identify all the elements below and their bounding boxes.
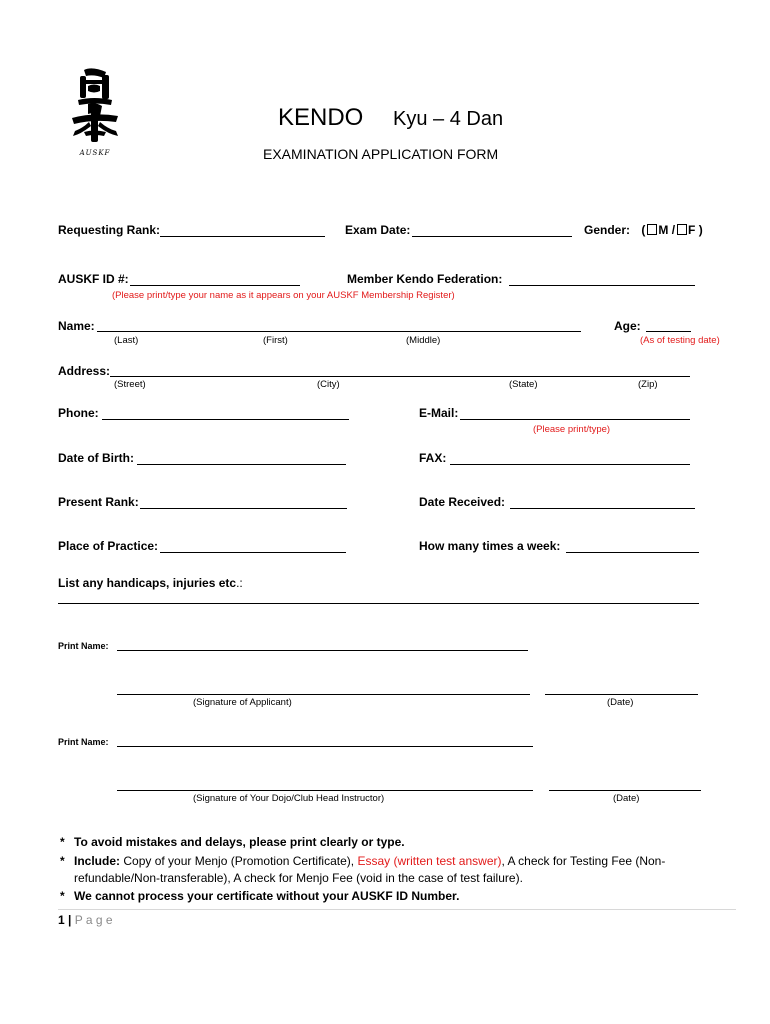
dob-field[interactable]: [137, 464, 346, 465]
member-federation-field[interactable]: [509, 285, 695, 286]
print-name-label-1: Print Name:: [58, 641, 109, 651]
note-3: We cannot process your certificate without your AUSKF ID Number.: [74, 889, 460, 903]
instructor-date-caption: (Date): [613, 793, 640, 804]
title-kendo: KENDO: [278, 104, 364, 131]
form-title: EXAMINATION APPLICATION FORM: [263, 146, 499, 162]
requesting-rank-field[interactable]: [160, 236, 325, 237]
note-2-part-b: , A check for Testing Fee (Non-: [501, 854, 666, 868]
gender-m-label: M: [658, 223, 669, 237]
gender-f-label: F: [688, 223, 696, 237]
note-2-continuation: refundable/Non-transferable), A check for Menjo Fee (void in the case of test failure).: [74, 871, 523, 885]
page-subtitle: Kyu – 4 Dan: [393, 108, 504, 130]
applicant-signature-caption: (Signature of Applicant): [193, 697, 292, 708]
name-middle-caption: (Middle): [406, 335, 441, 346]
print-name-label-2: Print Name:: [58, 737, 109, 747]
instructor-signature-caption: (Signature of Your Dojo/Club Head Instructor): [193, 793, 385, 804]
note-bullet-3: *: [60, 889, 65, 903]
place-of-practice-field[interactable]: [160, 552, 346, 553]
name-first-caption: (First): [263, 335, 288, 346]
name-field[interactable]: [97, 331, 581, 332]
gender-paren-open: (: [641, 223, 646, 237]
date-received-field[interactable]: [510, 508, 695, 509]
note-2-essay: Essay (written test answer): [357, 854, 502, 868]
name-instruction: (Please print/type your name as it appears on your AUSKF Membership Register): [112, 290, 455, 301]
name-last-caption: (Last): [114, 335, 139, 346]
note-bullet-1: *: [60, 835, 65, 849]
address-field[interactable]: [110, 376, 690, 377]
print-name-field-2[interactable]: [117, 746, 533, 747]
times-week-field[interactable]: [566, 552, 699, 553]
page-label: P a g e: [74, 913, 113, 927]
present-rank-label: Present Rank:: [58, 495, 139, 509]
age-field[interactable]: [646, 331, 691, 332]
handicaps-label-text: List any handicaps, injuries etc: [58, 576, 237, 590]
phone-field[interactable]: [102, 419, 349, 420]
note-bullet-2: *: [60, 854, 65, 868]
auskf-id-label: AUSKF ID #:: [58, 272, 129, 286]
applicant-signature-field[interactable]: [117, 694, 530, 695]
footer-divider: [58, 909, 736, 910]
age-label: Age:: [614, 319, 641, 333]
gender-paren-close: ): [698, 223, 703, 237]
instructor-date-field[interactable]: [549, 790, 701, 791]
fax-field[interactable]: [450, 464, 690, 465]
gender-label: Gender:: [584, 223, 631, 237]
applicant-date-caption: (Date): [607, 697, 634, 708]
handicaps-label-punct: .:: [236, 576, 243, 590]
age-note: (As of testing date): [640, 335, 720, 346]
note-2-part-a: Copy of your Menjo (Promotion Certificate),: [120, 854, 358, 868]
present-rank-field[interactable]: [140, 508, 347, 509]
note-2: [74, 853, 665, 870]
fax-label: FAX:: [419, 451, 447, 465]
logo-caption: AUSKF: [79, 149, 111, 157]
auskf-logo: [66, 66, 124, 158]
name-label: Name:: [58, 319, 95, 333]
exam-date-label: Exam Date:: [345, 223, 411, 237]
address-state-caption: (State): [509, 379, 538, 390]
exam-date-field[interactable]: [412, 236, 572, 237]
gender-sep: /: [671, 223, 676, 237]
date-received-label: Date Received:: [419, 495, 506, 509]
page-footer: [58, 913, 113, 927]
email-note: (Please print/type): [533, 424, 611, 435]
gender-m-checkbox[interactable]: [647, 224, 657, 235]
note-1: To avoid mistakes and delays, please print clearly or type.: [74, 835, 405, 849]
phone-label: Phone:: [58, 406, 99, 420]
address-label: Address:: [58, 364, 111, 378]
handicaps-label: [58, 576, 243, 590]
address-zip-caption: (Zip): [638, 379, 658, 390]
applicant-date-field[interactable]: [545, 694, 698, 695]
page-separator: |: [68, 913, 72, 927]
requesting-rank-label: Requesting Rank:: [58, 223, 161, 237]
auskf-id-field[interactable]: [130, 285, 300, 286]
times-week-label: How many times a week:: [419, 539, 561, 553]
page-title: [278, 104, 363, 132]
address-city-caption: (City): [317, 379, 340, 390]
gender-group: [584, 223, 703, 237]
dob-label: Date of Birth:: [58, 451, 134, 465]
page-number: 1: [58, 913, 65, 927]
address-street-caption: (Street): [114, 379, 146, 390]
email-label: E-Mail:: [419, 406, 459, 420]
email-field[interactable]: [460, 419, 690, 420]
note-2-include: Include:: [74, 854, 121, 868]
print-name-field-1[interactable]: [117, 650, 528, 651]
handicaps-field[interactable]: [58, 603, 699, 604]
gender-f-checkbox[interactable]: [677, 224, 687, 235]
instructor-signature-field[interactable]: [117, 790, 533, 791]
place-of-practice-label: Place of Practice:: [58, 539, 159, 553]
member-federation-label: Member Kendo Federation:: [347, 272, 503, 286]
